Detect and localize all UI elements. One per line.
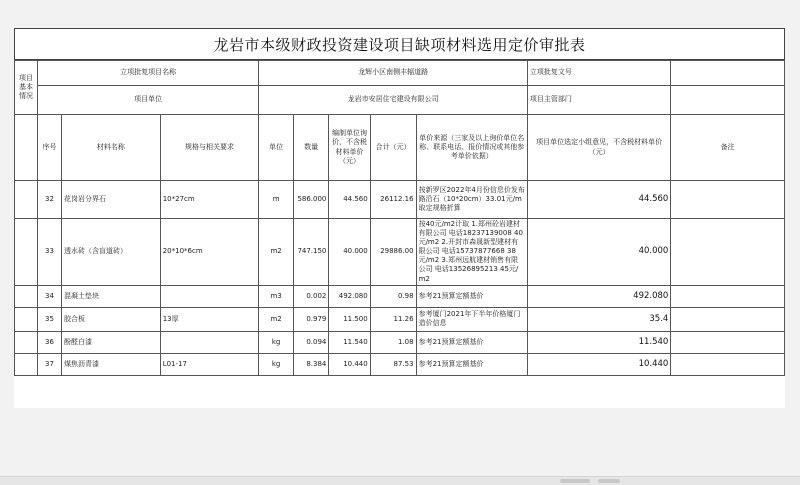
row-unit: m2 bbox=[259, 307, 293, 331]
row-quantity: 747.150 bbox=[293, 219, 329, 286]
row-blank bbox=[15, 181, 38, 219]
row-spec: 10*27cm bbox=[160, 181, 259, 219]
supervising-dept-label: 项目主管部门 bbox=[527, 86, 670, 115]
row-price-source: 参考21预算定额基价 bbox=[416, 353, 527, 375]
row-unit-price: 492.080 bbox=[329, 285, 370, 307]
row-material-name: 煤焦沥青漆 bbox=[62, 353, 161, 375]
approval-sheet bbox=[14, 28, 785, 408]
row-spec: 13厚 bbox=[160, 307, 259, 331]
row-approved-price: 44.560 bbox=[527, 181, 670, 219]
row-approved-price: 492.080 bbox=[527, 285, 670, 307]
header-material-name: 材料名称 bbox=[62, 115, 161, 181]
project-unit-value: 龙岩市安居住宅建设有限公司 bbox=[259, 86, 527, 115]
row-price-source: 参考厦门2021年下半年价格厦门造价信息 bbox=[416, 307, 527, 331]
row-seq: 36 bbox=[37, 331, 61, 353]
info-row-unit bbox=[15, 86, 785, 115]
row-material-name: 花岗岩分界石 bbox=[62, 181, 161, 219]
header-total: 合计（元） bbox=[370, 115, 416, 181]
row-unit: kg bbox=[259, 331, 293, 353]
row-unit-price: 10.440 bbox=[329, 353, 370, 375]
approval-table bbox=[14, 60, 785, 376]
row-total: 29886.00 bbox=[370, 219, 416, 286]
row-unit: m2 bbox=[259, 219, 293, 286]
row-seq: 33 bbox=[37, 219, 61, 286]
table-row bbox=[15, 307, 785, 331]
project-name-value: 龙辉小区南侧丰辐道路 bbox=[259, 61, 527, 86]
row-remark bbox=[671, 307, 785, 331]
row-total: 26112.16 bbox=[370, 181, 416, 219]
row-approved-price: 10.440 bbox=[527, 353, 670, 375]
row-total: 1.08 bbox=[370, 331, 416, 353]
row-unit: m3 bbox=[259, 285, 293, 307]
row-unit: kg bbox=[259, 353, 293, 375]
table-row bbox=[15, 219, 785, 286]
header-unit: 单位 bbox=[259, 115, 293, 181]
header-price-source: 单价来源（三家及以上询价单位名称、联系电话、报价情况或其他参考单价依据） bbox=[416, 115, 527, 181]
row-quantity: 0.002 bbox=[293, 285, 329, 307]
row-seq: 32 bbox=[37, 181, 61, 219]
table-row bbox=[15, 353, 785, 375]
row-spec: 20*10*6cm bbox=[160, 219, 259, 286]
row-unit-price: 11.500 bbox=[329, 307, 370, 331]
table-row bbox=[15, 181, 785, 219]
row-quantity: 8.384 bbox=[293, 353, 329, 375]
header-unit-price: 编制单位询价，不含税材料单价（元） bbox=[329, 115, 370, 181]
row-seq: 34 bbox=[37, 285, 61, 307]
table-row bbox=[15, 285, 785, 307]
project-info-side-label: 项目基本情况 bbox=[15, 61, 38, 115]
row-material-name: 胶合板 bbox=[62, 307, 161, 331]
row-remark bbox=[671, 219, 785, 286]
row-blank bbox=[15, 353, 38, 375]
row-seq: 37 bbox=[37, 353, 61, 375]
row-total: 0.98 bbox=[370, 285, 416, 307]
row-quantity: 586.000 bbox=[293, 181, 329, 219]
row-remark bbox=[671, 353, 785, 375]
supervising-dept-value bbox=[671, 86, 785, 115]
row-remark bbox=[671, 331, 785, 353]
header-quantity: 数量 bbox=[293, 115, 329, 181]
row-blank bbox=[15, 219, 38, 286]
row-spec: L01-17 bbox=[160, 353, 259, 375]
row-unit-price: 11.540 bbox=[329, 331, 370, 353]
project-name-label: 立项批复项目名称 bbox=[37, 61, 258, 86]
scrollbar-thumb[interactable] bbox=[560, 479, 590, 483]
row-quantity: 0.979 bbox=[293, 307, 329, 331]
header-seq: 序号 bbox=[37, 115, 61, 181]
row-remark bbox=[671, 181, 785, 219]
row-seq: 35 bbox=[37, 307, 61, 331]
row-remark bbox=[671, 285, 785, 307]
row-price-source: 参考21预算定额基价 bbox=[416, 331, 527, 353]
row-blank bbox=[15, 331, 38, 353]
header-remark: 备注 bbox=[671, 115, 785, 181]
column-header-row bbox=[15, 115, 785, 181]
project-unit-label: 项目单位 bbox=[37, 86, 258, 115]
row-price-source: 参考21预算定额基价 bbox=[416, 285, 527, 307]
row-material-name: 酚醛白漆 bbox=[62, 331, 161, 353]
row-approved-price: 11.540 bbox=[527, 331, 670, 353]
header-blank bbox=[15, 115, 38, 181]
row-total: 11.26 bbox=[370, 307, 416, 331]
row-approved-price: 40.000 bbox=[527, 219, 670, 286]
horizontal-scrollbar[interactable] bbox=[0, 476, 800, 485]
row-approved-price: 35.4 bbox=[527, 307, 670, 331]
header-approved-price: 项目单位选定小组意见，不含税材料单价（元） bbox=[527, 115, 670, 181]
document-title: 龙岩市本级财政投资建设项目缺项材料选用定价审批表 bbox=[14, 28, 785, 60]
row-total: 87.53 bbox=[370, 353, 416, 375]
approval-number-label: 立项批复文号 bbox=[527, 61, 670, 86]
approval-number-value bbox=[671, 61, 785, 86]
row-quantity: 0.094 bbox=[293, 331, 329, 353]
row-unit: m bbox=[259, 181, 293, 219]
row-spec bbox=[160, 331, 259, 353]
row-unit-price: 44.560 bbox=[329, 181, 370, 219]
header-spec: 规格与相关要求 bbox=[160, 115, 259, 181]
row-material-name: 混凝土垫块 bbox=[62, 285, 161, 307]
row-spec bbox=[160, 285, 259, 307]
row-material-name: 透水砖（含盲道砖） bbox=[62, 219, 161, 286]
row-blank bbox=[15, 285, 38, 307]
row-price-source: 按40元/m2计取 1.郑州砼岩建材有限公司 电话18237139008 40元/m2 2.开封市森晟新型建材有限公司 电话15737877668 38元/m2 3.郑州远航建材销售有限公司 电话13526895213 45元/m2 bbox=[416, 219, 527, 286]
table-row bbox=[15, 331, 785, 353]
row-unit-price: 40.000 bbox=[329, 219, 370, 286]
row-price-source: 按新罗区2022年4月份信息价发布路沿石（10*20cm）33.01元/m取定规格折算 bbox=[416, 181, 527, 219]
info-row-project bbox=[15, 61, 785, 86]
scrollbar-thumb-secondary[interactable] bbox=[598, 479, 620, 483]
row-blank bbox=[15, 307, 38, 331]
